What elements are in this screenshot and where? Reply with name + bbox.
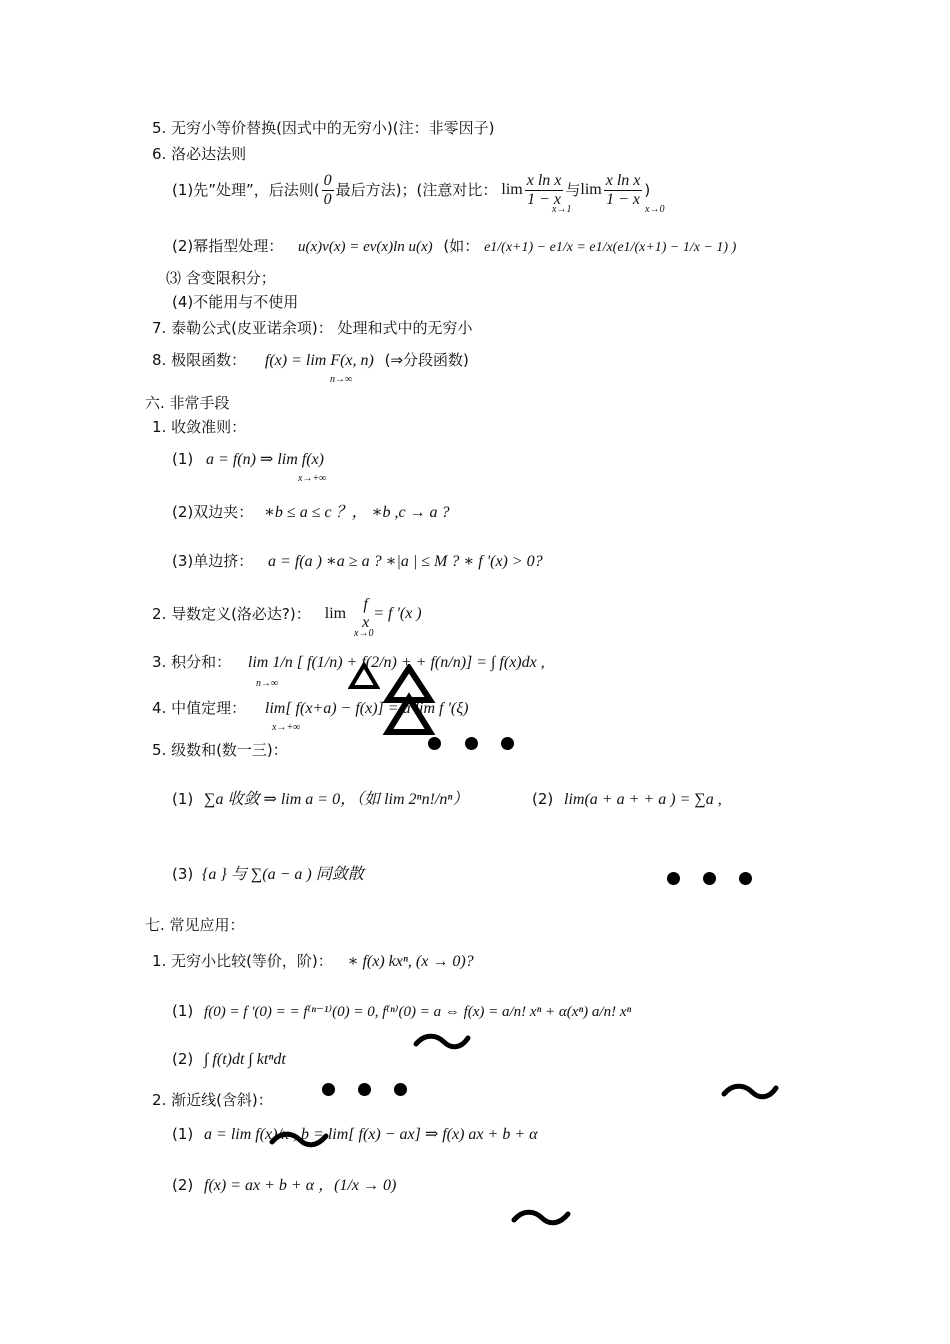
item-6-1-lim-1: lim xyxy=(501,181,523,198)
item-6-1-and: 与 xyxy=(565,181,581,199)
section-7-2-1-expr: a = lim f(x)/x , b = lim[ f(x) − ax] ⇒ f(x) ax + b + α xyxy=(204,1126,538,1143)
section-6-4-expr: lim[ f(x+a) − f(x)] = a lim f '(ξ) xyxy=(264,700,469,717)
section-6-5: 5. 级数和(数一三)： xyxy=(152,741,288,759)
section-6-5-1-expr: ∑a 收敛 ⇒ lim a = 0，（如 lim 2ⁿn!/nⁿ） xyxy=(204,791,469,808)
section-7-1 xyxy=(152,951,474,972)
dot-icon xyxy=(322,1083,335,1096)
item-7-taylor: 7. 泰勒公式(皮亚诺余项)： 处理和式中的无穷小 xyxy=(152,319,473,337)
item-8-limit-function xyxy=(152,350,469,371)
item-6-1-sub-1: x→1 xyxy=(552,204,572,215)
item-6-3: ⑶ 含变限积分； xyxy=(166,269,276,287)
dot-icon xyxy=(739,872,752,885)
section-6-2-label: 2. 导数定义(洛必达?)： xyxy=(152,605,311,623)
section-6-1-2-expr: ∗b ≤ a ≤ c ？， ∗b ,c → a ? xyxy=(264,504,450,521)
item-8-expr: f(x) = lim F(x, n) xyxy=(264,352,374,369)
dot-icon xyxy=(465,737,478,750)
section-6-4-label: 4. 中值定理： xyxy=(152,699,247,717)
tilde-icon xyxy=(720,1080,780,1102)
section-6-5-2-expr: lim(a + a + + a ) = ∑a , xyxy=(564,791,722,808)
section-6-2-lim: lim xyxy=(324,605,347,622)
item-6-1-sub-2: x→0 xyxy=(645,204,665,215)
item-8-sub: n→∞ xyxy=(330,374,353,385)
section-6-1: 1. 收敛准则： xyxy=(152,418,247,436)
tilde-icon xyxy=(510,1206,572,1228)
double-triangle-icon xyxy=(382,664,436,736)
item-8-label: 8. 极限函数： xyxy=(152,351,247,369)
section-7-1-1 xyxy=(172,1001,631,1022)
dot-icon xyxy=(501,737,514,750)
item-8-end: (⇒分段函数) xyxy=(384,351,469,369)
section-6-5-2 xyxy=(532,789,722,810)
section-6-3-label: 3. 积分和： xyxy=(152,653,232,671)
section-6-5-1 xyxy=(172,789,468,810)
section-6-2 xyxy=(152,592,422,636)
item-6-1-end: ) xyxy=(644,181,651,199)
item-6-1-frac-1: $\frac{\text{x ln x}}{1 - x}$ xyxy=(526,171,562,208)
section-6-heading: 六. 非常手段 xyxy=(145,394,230,412)
section-6-1-2 xyxy=(172,502,450,523)
section-7-2-2-expr: f(x) = ax + b + α ，(1/x → 0) xyxy=(204,1177,397,1194)
section-6-1-1-expr: a = f(n) ⇒ lim f(x) xyxy=(206,451,324,468)
item-6-1-lim-2: lim xyxy=(580,181,602,198)
dot-icon xyxy=(394,1083,407,1096)
item-6-2-expr: u(x)v(x) = ev(x)ln u(x) xyxy=(298,239,433,255)
item-6-2-example: e1/(x+1) − e1/x = e1/x(e1/(x+1) − 1/x − 1) ) xyxy=(484,240,737,255)
section-6-2-rhs: = f '(x ) xyxy=(373,605,422,622)
dot-icon xyxy=(667,872,680,885)
item-6-1-frac-2: $\frac{\text{x ln x}}{1 - x}$ xyxy=(605,171,641,208)
tilde-icon xyxy=(268,1128,330,1150)
section-6-5-2-label: (2) xyxy=(532,790,554,808)
item-6-lhopital: 6. 洛必达法则 xyxy=(152,145,247,163)
item-5-equivalent-infinitesimal: 5. 无穷小等价替换(因式中的无穷小)(注：非零因子) xyxy=(152,119,495,137)
section-6-1-3-expr: a = f(a ) ∗a ≥ a ? ∗|a | ≤ M ? ∗ f '(x) > 0? xyxy=(268,553,543,570)
item-6-1-mid: 最后方法)；(注意对比： xyxy=(335,181,498,199)
section-7-heading: 七. 常见应用： xyxy=(145,916,245,934)
item-6-1-zero-over-zero: $\frac{0}{0}$ xyxy=(323,171,332,208)
section-7-2-2-label: (2) xyxy=(172,1176,194,1194)
section-7-1-expr: ∗ f(x) kxⁿ, (x → 0)? xyxy=(347,953,474,970)
dot-icon xyxy=(428,737,441,750)
section-6-2-sub: x→0 xyxy=(354,628,374,639)
item-6-1 xyxy=(172,168,650,212)
tilde-icon xyxy=(412,1030,472,1052)
section-6-3-sub: n→∞ xyxy=(256,678,279,689)
section-6-5-3-label: (3) xyxy=(172,865,194,883)
section-6-1-1-sub: x→+∞ xyxy=(298,473,327,484)
item-6-4: (4)不能用与不使用 xyxy=(172,293,299,311)
section-7-1-2 xyxy=(172,1049,286,1070)
item-6-1-label: (1)先”处理”，后法则( xyxy=(172,181,320,199)
section-6-1-1-label: (1) xyxy=(172,450,194,468)
section-7-1-label: 1. 无穷小比较(等价，阶)： xyxy=(152,952,333,970)
section-6-3-expr: lim 1/n [ f(1/n) + f(2/n) + + f(n/n)] = ∫ f(x)dx , xyxy=(247,654,545,671)
section-6-5-3-expr: {a } 与 ∑(a − a ) 同敛散 xyxy=(202,866,364,883)
section-6-2-frac: f x xyxy=(362,596,370,631)
section-7-2: 2. 渐近线(含斜)： xyxy=(152,1091,273,1109)
dot-icon xyxy=(358,1083,371,1096)
section-6-1-3 xyxy=(172,551,543,572)
section-6-4-sub: x→+∞ xyxy=(272,722,301,733)
section-7-1-1-label: (1) xyxy=(172,1002,194,1020)
section-7-1-1-expr: f(0) = f '(0) = = f⁽ⁿ⁻¹⁾(0) = 0, f⁽ⁿ⁾(0) = a ⇔ f(x) = a/n! xⁿ + α(xⁿ) a/n! xⁿ xyxy=(204,1004,632,1020)
section-6-5-1-label: (1) xyxy=(172,790,194,808)
section-6-1-1 xyxy=(172,449,324,470)
section-6-1-3-label: (3)单边挤： xyxy=(172,552,254,570)
item-6-2-example-label: (如： xyxy=(443,237,480,255)
section-7-2-1-label: (1) xyxy=(172,1125,194,1143)
triangle-icon xyxy=(348,662,380,690)
section-7-1-2-expr: ∫ f(t)dt ∫ ktⁿdt xyxy=(204,1051,286,1068)
section-7-1-2-label: (2) xyxy=(172,1050,194,1068)
section-6-5-3 xyxy=(172,864,364,885)
dot-icon xyxy=(703,872,716,885)
section-7-2-2 xyxy=(172,1175,396,1196)
item-6-2 xyxy=(172,236,736,258)
item-6-2-label: (2)幂指型处理： xyxy=(172,237,284,255)
section-7-2-1 xyxy=(172,1124,538,1145)
section-6-1-2-label: (2)双边夹： xyxy=(172,503,254,521)
